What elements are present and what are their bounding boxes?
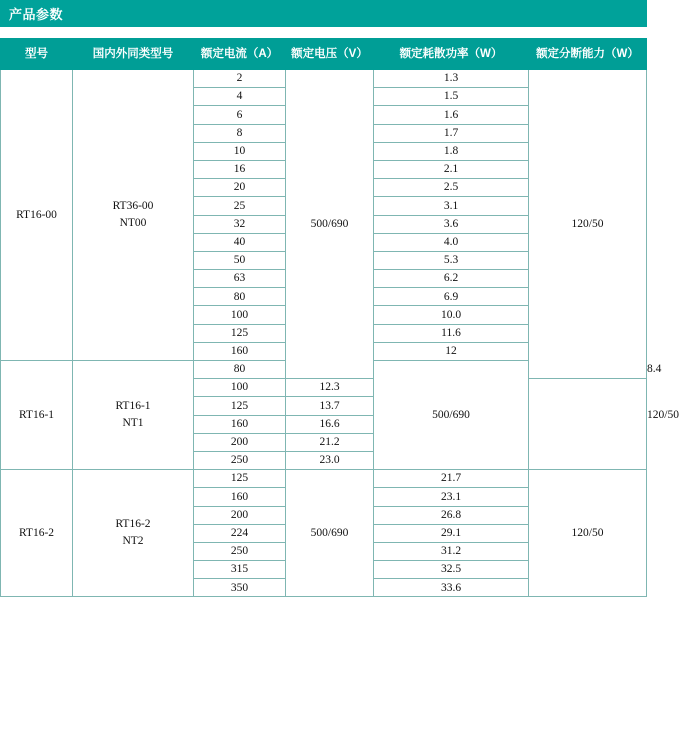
cell-power-dissipation: 13.7 — [286, 397, 374, 415]
equivalent-model-line: RT16-2 — [115, 518, 151, 531]
table-header-row — [1, 39, 647, 70]
cell-equivalent-model — [73, 361, 194, 470]
cell-rated-current: 125 — [194, 397, 286, 415]
cell-power-dissipation: 1.3 — [374, 70, 529, 88]
cell-power-dissipation: 6.2 — [374, 270, 529, 288]
cell-power-dissipation: 23.0 — [286, 451, 374, 469]
product-parameters-table — [0, 38, 679, 597]
cell-power-dissipation: 1.7 — [374, 124, 529, 142]
cell-rated-current: 40 — [194, 233, 286, 251]
cell-power-dissipation: 5.3 — [374, 251, 529, 269]
cell-rated-current: 50 — [194, 251, 286, 269]
cell-rated-current: 160 — [194, 488, 286, 506]
cell-rated-voltage: 500/690 — [286, 70, 374, 379]
column-header-equivalent-model: 国内外同类型号 — [73, 39, 194, 70]
equivalent-model-line: NT1 — [122, 417, 144, 430]
cell-power-dissipation: 16.6 — [286, 415, 374, 433]
cell-power-dissipation: 12 — [374, 342, 529, 360]
cell-rated-current: 20 — [194, 179, 286, 197]
column-header-rated-voltage: 额定电压（V） — [286, 39, 374, 70]
column-header-rated-breaking-capacity: 额定分断能力（W） — [529, 39, 647, 70]
cell-rated-current: 224 — [194, 524, 286, 542]
cell-model: RT16-00 — [1, 70, 73, 361]
cell-power-dissipation: 1.8 — [374, 142, 529, 160]
cell-rated-current: 250 — [194, 542, 286, 560]
table-row — [1, 70, 647, 88]
cell-rated-current: 160 — [194, 415, 286, 433]
cell-power-dissipation: 23.1 — [374, 488, 529, 506]
cell-power-dissipation: 29.1 — [374, 524, 529, 542]
column-header-model: 型号 — [1, 39, 73, 70]
cell-rated-current: 315 — [194, 561, 286, 579]
cell-rated-current: 160 — [194, 342, 286, 360]
cell-model: RT16-2 — [1, 470, 73, 597]
cell-rated-current: 80 — [194, 361, 286, 379]
cell-breaking-capacity: 120/50 — [529, 70, 647, 379]
cell-model: RT16-1 — [1, 361, 73, 470]
cell-power-dissipation: 21.2 — [286, 433, 374, 451]
cell-power-dissipation: 4.0 — [374, 233, 529, 251]
cell-rated-current: 350 — [194, 579, 286, 597]
cell-rated-current: 100 — [194, 306, 286, 324]
cell-rated-current: 63 — [194, 270, 286, 288]
cell-power-dissipation: 21.7 — [374, 470, 529, 488]
table-row — [1, 470, 647, 488]
cell-power-dissipation: 11.6 — [374, 324, 529, 342]
cell-equivalent-model — [73, 70, 194, 361]
cell-rated-current: 8 — [194, 124, 286, 142]
cell-power-dissipation: 2.1 — [374, 160, 529, 178]
section-title-bar — [0, 0, 647, 27]
cell-power-dissipation: 32.5 — [374, 561, 529, 579]
column-header-rated-power-dissipation: 额定耗散功率（W） — [374, 39, 529, 70]
cell-rated-current: 200 — [194, 433, 286, 451]
cell-equivalent-model — [73, 470, 194, 597]
cell-rated-voltage: 500/690 — [374, 361, 529, 470]
cell-power-dissipation: 26.8 — [374, 506, 529, 524]
cell-power-dissipation: 1.6 — [374, 106, 529, 124]
cell-power-dissipation: 2.5 — [374, 179, 529, 197]
cell-rated-current: 80 — [194, 288, 286, 306]
cell-power-dissipation: 1.5 — [374, 88, 529, 106]
table-row: RT16-1 RT16-1 NT1 80 500/690 8.4 120/50 — [1, 361, 647, 379]
equivalent-model-line: NT00 — [119, 217, 147, 229]
cell-rated-current: 2 — [194, 70, 286, 88]
cell-rated-current: 32 — [194, 215, 286, 233]
cell-rated-current: 250 — [194, 451, 286, 469]
cell-power-dissipation: 3.6 — [374, 215, 529, 233]
page-title: 产品参数 — [9, 7, 64, 22]
cell-power-dissipation: 33.6 — [374, 579, 529, 597]
cell-rated-voltage: 500/690 — [286, 470, 374, 597]
cell-rated-current: 200 — [194, 506, 286, 524]
column-header-rated-current: 额定电流（A） — [194, 39, 286, 70]
cell-rated-current: 6 — [194, 106, 286, 124]
equivalent-model-line: NT2 — [122, 535, 144, 548]
cell-power-dissipation: 10.0 — [374, 306, 529, 324]
table-header — [1, 39, 647, 70]
cell-power-dissipation: 6.9 — [374, 288, 529, 306]
cell-rated-current: 4 — [194, 88, 286, 106]
cell-power-dissipation: 12.3 — [286, 379, 374, 397]
cell-rated-current: 10 — [194, 142, 286, 160]
table-body — [1, 70, 679, 597]
cell-rated-current: 125 — [194, 470, 286, 488]
cell-breaking-capacity: 120/50 — [529, 470, 647, 597]
cell-rated-current: 25 — [194, 197, 286, 215]
cell-rated-current: 125 — [194, 324, 286, 342]
equivalent-model-line: RT16-1 — [115, 399, 151, 412]
cell-power-dissipation: 31.2 — [374, 542, 529, 560]
cell-power-dissipation: 3.1 — [374, 197, 529, 215]
equivalent-model-line: RT36-00 — [112, 199, 154, 212]
cell-rated-current: 16 — [194, 160, 286, 178]
cell-rated-current: 100 — [194, 379, 286, 397]
